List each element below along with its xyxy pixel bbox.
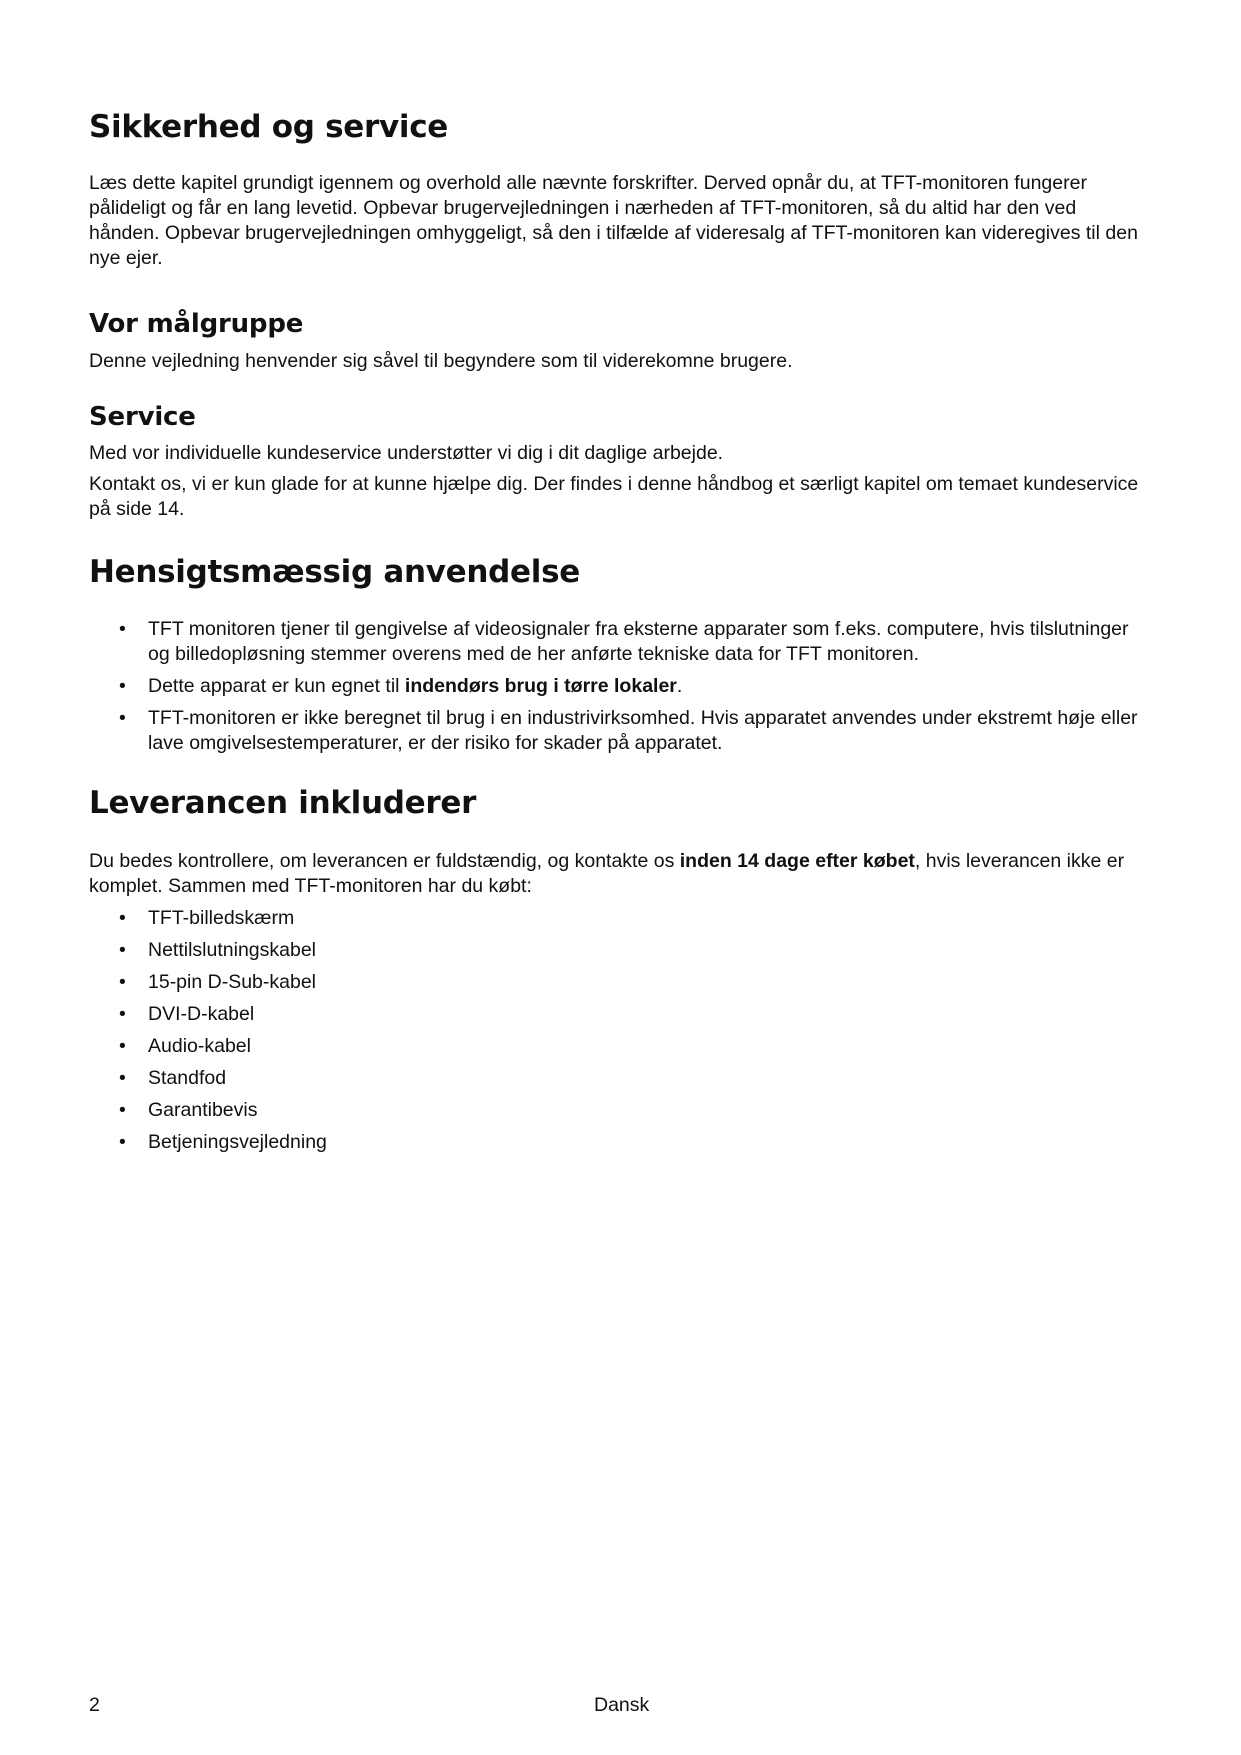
list-item [89,674,1149,699]
list-item-text: TFT monitoren tjener til gengivelse af videosignaler fra eksterne apparater som f.eks. computere, hvis tilslutninger og billedopløsning stemmer overens med de her anførte tekniske data for TFT monitoren. [148,618,1129,666]
page-number: 2 [89,1694,100,1716]
delivery-list [89,906,1149,1155]
paragraph-service-2: Kontakt os, vi er kun glade for at kunne hjælpe dig. Der findes i denne håndbog et særligt kapitel om temaet kundeservice på side 14. [89,473,1139,521]
list-item-text: Nettilslutningskabel [148,938,317,961]
paragraph-delivery-post: , hvis leverancen ikke er komplet. Sammen med TFT-monitoren har du købt: [89,849,1125,897]
paragraph-delivery-bold: inden 14 dage efter købet [679,849,915,872]
paragraph-audience: Denne vejledning henvender sig såvel til begyndere som til viderekomne brugere. [89,349,793,372]
bullet-icon: • [119,1098,126,1121]
footer-language: Dansk [594,1694,650,1716]
bullet-icon: • [119,938,126,961]
list-item [89,617,1149,667]
heading-service: Service [89,401,196,432]
paragraph-safety: Læs dette kapitel grundigt igennem og overhold alle nævnte forskrifter. Derved opnår du, at TFT-monitoren fungerer pålideligt og får en lang levetid. Opbevar brugervejledningen i nærheden af TFT-monitoren, så du altid har den ved hånden. Opbevar brugervejledningen omhyggeligt, så den i tilfælde af videresalg af TFT-monitoren kan videregives til den nye ejer. [89,171,1138,269]
bullet-icon: • [119,906,126,929]
list-item-text: DVI-D-kabel [148,1002,255,1025]
bullet-icon: • [119,1066,126,1089]
bullet-icon: • [119,618,126,641]
paragraph-service-1: Med vor individuelle kundeservice understøtter vi dig i dit daglige arbejde. [89,442,724,465]
intended-use-list [89,617,1149,756]
bullet-icon: • [119,1130,126,1153]
list-item [89,1130,1149,1155]
list-item [89,1066,1149,1091]
list-item [89,938,1149,963]
heading-safety: Sikkerhed og service [89,109,449,145]
bullet-icon: • [119,1034,126,1057]
list-item-text: Garantibevis [148,1098,258,1121]
list-item [89,1002,1149,1027]
paragraph-delivery [89,849,1149,899]
list-item-text: TFT-billedskærm [148,906,295,929]
list-item [89,970,1149,995]
list-item [89,1034,1149,1059]
list-item-text: Audio-kabel [148,1034,251,1057]
bullet-icon: • [119,707,126,730]
list-item [89,906,1149,931]
bullet-icon: • [119,675,126,698]
list-item-text-bold: indendørs brug i tørre lokaler [404,675,677,698]
list-item-text-post: . [676,675,683,698]
heading-delivery: Leverancen inkluderer [89,785,477,822]
bullet-icon: • [119,1002,126,1025]
list-item [89,706,1149,756]
list-item-text: Standfod [148,1066,227,1089]
list-item-text-pre: Dette apparat er kun egnet til [148,675,405,698]
heading-intended-use: Hensigtsmæssig anvendelse [89,554,580,591]
list-item-text: Betjeningsvejledning [148,1130,327,1153]
heading-audience: Vor målgruppe [89,308,304,339]
list-item-text: 15-pin D-Sub-kabel [148,970,317,993]
bullet-icon: • [119,970,126,993]
list-item-text: TFT-monitoren er ikke beregnet til brug i en industrivirksomhed. Hvis apparatet anvendes under ekstremt høje eller lave omgivelsestemperaturer, er der risiko for skader på apparatet. [148,707,1138,755]
list-item [89,1098,1149,1123]
paragraph-delivery-pre: Du bedes kontrollere, om leverancen er fuldstændig, og kontakte os [89,849,680,872]
document-page [89,110,1149,1155]
